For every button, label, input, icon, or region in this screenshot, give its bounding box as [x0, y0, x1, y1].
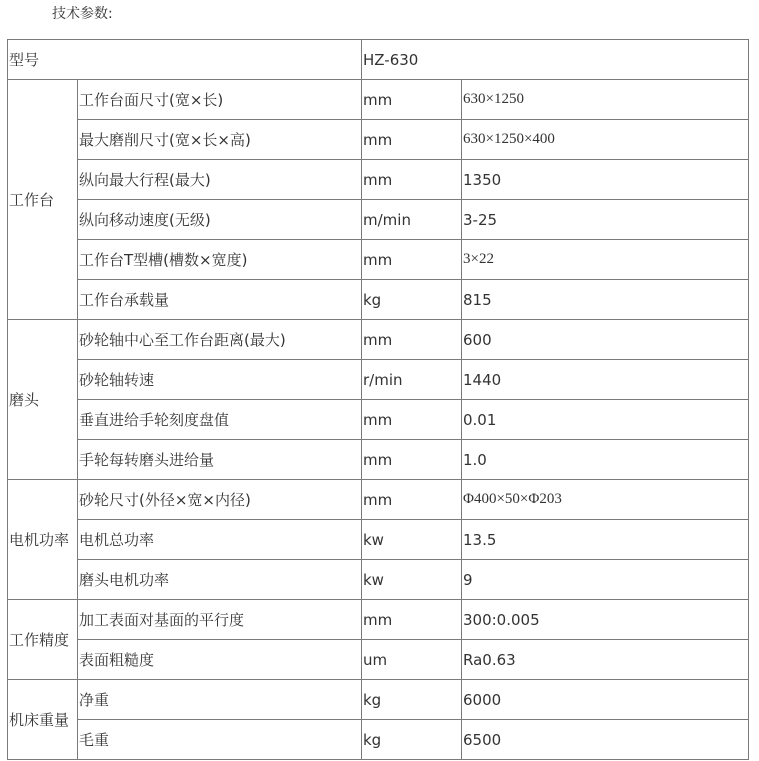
table-row — [8, 560, 749, 600]
value-cell: 815 — [462, 280, 749, 320]
unit-cell: mm — [362, 480, 462, 520]
param-cell: 工作台承载量 — [78, 280, 362, 320]
unit-cell: mm — [362, 400, 462, 440]
unit-cell: mm — [362, 80, 462, 120]
model-value: HZ-630 — [362, 40, 749, 80]
param-cell: 最大磨削尺寸(宽×长×高) — [78, 120, 362, 160]
table-row — [8, 440, 749, 480]
unit-cell: mm — [362, 120, 462, 160]
model-label: 型号 — [8, 40, 362, 80]
table-row — [8, 200, 749, 240]
value-cell: 6500 — [462, 720, 749, 760]
param-cell: 纵向移动速度(无级) — [78, 200, 362, 240]
table-row — [8, 520, 749, 560]
param-cell: 工作台面尺寸(宽×长) — [78, 80, 362, 120]
table-row — [8, 280, 749, 320]
value-cell: Φ400×50×Φ203 — [462, 480, 749, 520]
table-row — [8, 720, 749, 760]
value-cell: 1.0 — [462, 440, 749, 480]
table-row — [8, 120, 749, 160]
unit-cell: kg — [362, 680, 462, 720]
table-row — [8, 240, 749, 280]
unit-cell: kg — [362, 720, 462, 760]
value-cell: 600 — [462, 320, 749, 360]
param-cell: 电机总功率 — [78, 520, 362, 560]
group-label: 磨头 — [8, 320, 78, 480]
value-cell: 630×1250×400 — [462, 120, 749, 160]
table-row — [8, 680, 749, 720]
param-cell: 砂轮轴中心至工作台距离(最大) — [78, 320, 362, 360]
unit-cell: r/min — [362, 360, 462, 400]
table-row — [8, 360, 749, 400]
group-label: 工作台 — [8, 80, 78, 320]
value-cell: 630×1250 — [462, 80, 749, 120]
unit-cell: mm — [362, 160, 462, 200]
table-row — [8, 400, 749, 440]
unit-cell: m/min — [362, 200, 462, 240]
unit-cell: mm — [362, 240, 462, 280]
value-cell: 9 — [462, 560, 749, 600]
param-cell: 净重 — [78, 680, 362, 720]
value-cell: 300:0.005 — [462, 600, 749, 640]
table-row — [8, 80, 749, 120]
value-cell: Ra0.63 — [462, 640, 749, 680]
param-cell: 砂轮轴转速 — [78, 360, 362, 400]
group-label: 工作精度 — [8, 600, 78, 680]
group-label: 电机功率 — [8, 480, 78, 600]
unit-cell: mm — [362, 440, 462, 480]
value-cell: 0.01 — [462, 400, 749, 440]
param-cell: 纵向最大行程(最大) — [78, 160, 362, 200]
unit-cell: mm — [362, 320, 462, 360]
value-cell: 1440 — [462, 360, 749, 400]
param-cell: 加工表面对基面的平行度 — [78, 600, 362, 640]
param-cell: 磨头电机功率 — [78, 560, 362, 600]
value-cell: 6000 — [462, 680, 749, 720]
table-row — [8, 600, 749, 640]
table-row — [8, 320, 749, 360]
value-cell: 3×22 — [462, 240, 749, 280]
param-cell: 工作台T型槽(槽数×宽度) — [78, 240, 362, 280]
spec-table — [7, 39, 749, 760]
param-cell: 砂轮尺寸(外径×宽×内径) — [78, 480, 362, 520]
group-label: 机床重量 — [8, 680, 78, 760]
unit-cell: kw — [362, 520, 462, 560]
table-row — [8, 160, 749, 200]
param-cell: 手轮每转磨头进给量 — [78, 440, 362, 480]
param-cell: 垂直进给手轮刻度盘值 — [78, 400, 362, 440]
model-row — [8, 40, 749, 80]
unit-cell: mm — [362, 600, 462, 640]
unit-cell: kw — [362, 560, 462, 600]
param-cell: 表面粗糙度 — [78, 640, 362, 680]
value-cell: 13.5 — [462, 520, 749, 560]
table-row — [8, 480, 749, 520]
unit-cell: um — [362, 640, 462, 680]
table-row — [8, 640, 749, 680]
section-heading: 技术参数: — [52, 6, 113, 22]
param-cell: 毛重 — [78, 720, 362, 760]
value-cell: 1350 — [462, 160, 749, 200]
unit-cell: kg — [362, 280, 462, 320]
value-cell: 3-25 — [462, 200, 749, 240]
